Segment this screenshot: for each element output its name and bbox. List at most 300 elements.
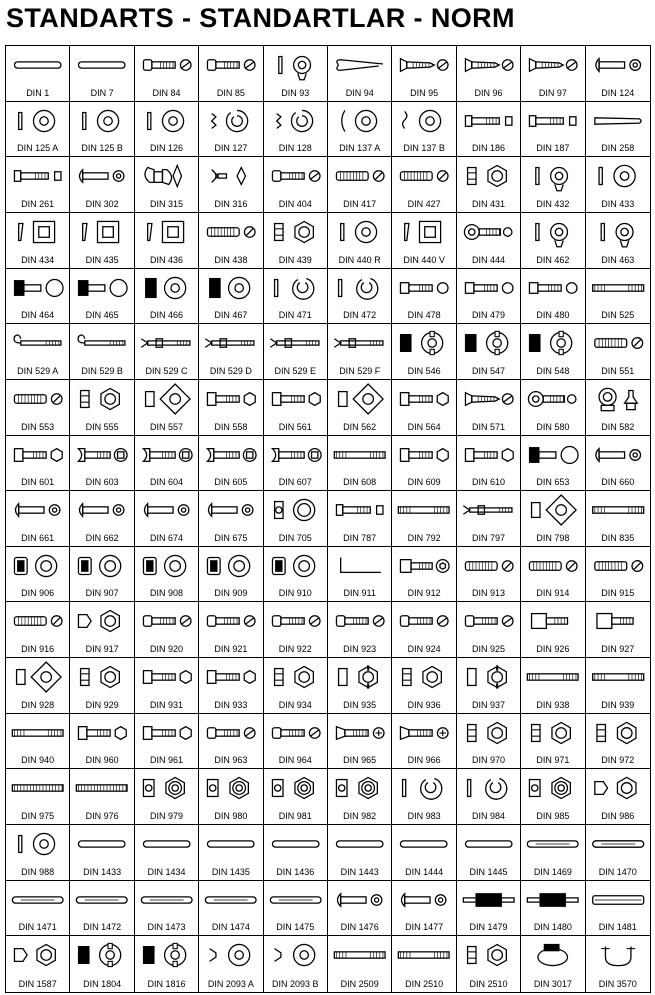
- knurled-screw-icon: [6, 271, 69, 305]
- standard-cell: [392, 436, 456, 492]
- turnbuckle-icon: [457, 883, 520, 917]
- square-washer-icon: [70, 215, 133, 249]
- standard-label: DIN 2510: [469, 979, 508, 989]
- standard-cell: [521, 491, 585, 547]
- disc-spring-icon: [264, 938, 327, 972]
- standard-cell: [328, 714, 392, 770]
- standard-cell: [199, 269, 263, 325]
- standard-cell: [392, 547, 456, 603]
- standard-label: DIN 525: [601, 310, 635, 321]
- standard-cell: [70, 324, 134, 380]
- standard-cell: [457, 213, 521, 269]
- standard-cell: [264, 491, 328, 547]
- plug-icon: [70, 549, 133, 583]
- standard-cell: [70, 936, 134, 992]
- standard-label: DIN 976: [85, 811, 119, 822]
- standard-cell: [457, 547, 521, 603]
- standard-cell: [135, 157, 199, 213]
- cross-screw-icon: [328, 716, 391, 750]
- standard-label: DIN 124: [601, 87, 635, 98]
- standard-cell: [199, 658, 263, 714]
- slotted-screw-icon: [457, 604, 520, 638]
- standard-label: DIN 404: [278, 198, 312, 209]
- t-head-bolt-icon: [6, 159, 69, 193]
- slotted-screw-icon: [264, 604, 327, 638]
- standard-cell: [586, 46, 650, 102]
- standard-label: DIN 1804: [83, 979, 122, 989]
- standard-cell: [457, 602, 521, 658]
- standard-label: DIN 464: [21, 310, 55, 321]
- standard-cell: [457, 936, 521, 992]
- standard-cell: [392, 714, 456, 770]
- standard-label: DIN 7: [90, 87, 114, 98]
- standard-cell: [457, 881, 521, 937]
- set-screw-icon: [586, 549, 650, 583]
- washer-icon: [70, 104, 133, 138]
- standard-label: DIN 97: [538, 87, 567, 98]
- grooved-pin-icon: [6, 883, 69, 917]
- stud-icon: [521, 660, 584, 694]
- standard-cell: [135, 491, 199, 547]
- standard-cell: [521, 46, 585, 102]
- standard-label: DIN 546: [407, 365, 441, 376]
- anchor-bolt-icon: [264, 326, 327, 360]
- standard-cell: [392, 213, 456, 269]
- turnbuckle-icon: [521, 883, 584, 917]
- standard-label: DIN 604: [149, 477, 183, 488]
- standard-label: DIN 582: [601, 421, 635, 432]
- standard-label: DIN 940: [21, 755, 55, 766]
- standard-label: DIN 261: [21, 198, 55, 209]
- set-screw-icon: [6, 604, 69, 638]
- standard-cell: [392, 769, 456, 825]
- standard-label: DIN 911: [343, 588, 376, 599]
- wave-washer-icon: [392, 104, 455, 138]
- slotted-screw-icon: [199, 716, 262, 750]
- standard-cell: [199, 491, 263, 547]
- standard-cell: [264, 269, 328, 325]
- square-washer-icon: [392, 215, 455, 249]
- standard-label: DIN 660: [601, 477, 635, 488]
- square-nut-icon: [328, 382, 391, 416]
- standard-cell: [586, 714, 650, 770]
- standard-label: DIN 608: [343, 477, 377, 488]
- standard-cell: [264, 213, 328, 269]
- standard-label: DIN 970: [471, 755, 505, 766]
- standard-label: DIN 95: [410, 87, 439, 98]
- standard-cell: [264, 658, 328, 714]
- standard-label: DIN 465: [85, 310, 119, 321]
- slotted-round-nut-icon: [392, 326, 455, 360]
- curved-washer-icon: [328, 104, 391, 138]
- standard-cell: [328, 102, 392, 158]
- standard-label: DIN 96: [474, 87, 503, 98]
- standard-label: DIN 605: [214, 477, 248, 488]
- carriage-bolt-icon: [70, 438, 133, 472]
- set-screw-icon: [457, 549, 520, 583]
- standard-cell: [264, 714, 328, 770]
- standard-cell: [328, 436, 392, 492]
- standard-label: DIN 316: [214, 198, 248, 209]
- standard-label: DIN 571: [471, 421, 505, 432]
- standard-label: DIN 924: [407, 644, 441, 655]
- standard-label: DIN 433: [601, 198, 635, 209]
- knurled-screw-icon: [521, 438, 584, 472]
- standard-cell: [586, 936, 650, 992]
- slotted-screw-icon: [135, 604, 198, 638]
- standard-label: DIN 137 B: [403, 143, 445, 154]
- standard-label: DIN 186: [471, 143, 505, 154]
- cap-nut-icon: [6, 938, 69, 972]
- spring-pin-icon: [586, 883, 650, 917]
- standard-label: DIN 127: [214, 143, 248, 154]
- standard-label: DIN 983: [407, 811, 441, 822]
- standard-label: DIN 1433: [83, 866, 122, 877]
- standard-label: DIN 920: [149, 644, 183, 655]
- threaded-rod-icon: [6, 771, 69, 805]
- standard-cell: [328, 547, 392, 603]
- standard-label: DIN 1816: [147, 979, 186, 989]
- knurled-nut-icon: [135, 271, 198, 305]
- standard-cell: [521, 157, 585, 213]
- standard-cell: [135, 213, 199, 269]
- hex-bolt-icon: [70, 716, 133, 750]
- washer-icon: [328, 215, 391, 249]
- standard-cell: [586, 102, 650, 158]
- standard-cell: [521, 269, 585, 325]
- hex-bolt-icon: [135, 716, 198, 750]
- standard-cell: [521, 102, 585, 158]
- standard-label: DIN 934: [278, 699, 312, 710]
- hook-bolt-icon: [6, 326, 69, 360]
- set-screw-icon: [328, 159, 391, 193]
- castle-nut-icon: [457, 660, 520, 694]
- eye-bolt-icon: [521, 382, 584, 416]
- standard-cell: [586, 825, 650, 881]
- square-nut-icon: [521, 493, 584, 527]
- standard-cell: [264, 825, 328, 881]
- standard-cell: [70, 102, 134, 158]
- standard-label: DIN 979: [149, 811, 183, 822]
- hex-nut-icon: [70, 660, 133, 694]
- standard-label: DIN 462: [536, 254, 570, 265]
- hex-nut-icon: [457, 938, 520, 972]
- wing-screw-icon: [199, 159, 262, 193]
- standard-label: DIN 923: [343, 644, 377, 655]
- standard-cell: [328, 602, 392, 658]
- standard-label: DIN 561: [278, 421, 312, 432]
- knurled-nut-icon: [199, 271, 262, 305]
- slotted-screw-icon: [264, 716, 327, 750]
- standard-cell: [6, 269, 70, 325]
- standard-cell: [6, 380, 70, 436]
- standard-label: DIN 479: [471, 310, 505, 321]
- standard-cell: [521, 324, 585, 380]
- rivet-icon: [328, 883, 391, 917]
- standard-label: DIN 980: [214, 811, 248, 822]
- standard-label: DIN 529 D: [209, 365, 252, 376]
- standard-cell: [521, 825, 585, 881]
- slotted-round-nut-icon: [70, 938, 133, 972]
- standard-cell: [586, 881, 650, 937]
- standard-label: DIN 1443: [340, 866, 379, 877]
- standard-label: DIN 1587: [18, 979, 57, 989]
- wood-screw-icon: [392, 48, 455, 82]
- standard-label: DIN 2510: [405, 979, 444, 989]
- standard-cell: [6, 714, 70, 770]
- anchor-bolt-icon: [199, 326, 262, 360]
- square-head-bolt-icon: [392, 271, 455, 305]
- u-bolt-icon: [586, 938, 650, 972]
- standard-label: DIN 912: [407, 588, 441, 599]
- standard-label: DIN 444: [471, 254, 505, 265]
- standard-cell: [6, 658, 70, 714]
- standard-cell: [70, 825, 134, 881]
- cotter-pin-icon: [328, 48, 391, 82]
- standard-label: DIN 1477: [405, 922, 444, 933]
- rivet-icon: [199, 493, 262, 527]
- lock-nut-icon: [264, 771, 327, 805]
- standard-cell: [6, 769, 70, 825]
- washer-icon: [6, 104, 69, 138]
- grooved-pin-icon: [135, 883, 198, 917]
- standard-cell: [392, 881, 456, 937]
- standard-cell: [328, 213, 392, 269]
- standard-cell: [392, 825, 456, 881]
- standard-cell: [199, 157, 263, 213]
- thumb-screw-icon: [586, 604, 650, 638]
- standard-label: DIN 937: [471, 699, 505, 710]
- standard-cell: [264, 324, 328, 380]
- slotted-screw-icon: [328, 604, 391, 638]
- washer-icon: [135, 104, 198, 138]
- slotted-round-nut-icon: [135, 938, 198, 972]
- standard-cell: [328, 825, 392, 881]
- standard-label: DIN 467: [214, 310, 248, 321]
- standard-cell: [6, 436, 70, 492]
- standard-label: DIN 126: [149, 143, 183, 154]
- standard-cell: [392, 157, 456, 213]
- standard-label: DIN 439: [278, 254, 312, 265]
- standard-cell: [457, 491, 521, 547]
- pin-icon: [70, 48, 133, 82]
- standard-cell: [264, 936, 328, 992]
- standard-label: DIN 1476: [340, 922, 379, 933]
- hex-bolt-icon: [199, 660, 262, 694]
- standard-label: DIN 981: [278, 811, 312, 822]
- hex-key-icon: [328, 549, 391, 583]
- standard-cell: [135, 102, 199, 158]
- standard-cell: [328, 269, 392, 325]
- standard-cell: [135, 658, 199, 714]
- standard-cell: [328, 46, 392, 102]
- cap-nut-icon: [586, 771, 650, 805]
- standard-cell: [199, 825, 263, 881]
- standard-cell: [328, 324, 392, 380]
- standard-label: DIN 988: [21, 866, 55, 877]
- standard-label: DIN 432: [536, 198, 570, 209]
- standard-cell: [70, 157, 134, 213]
- standard-label: DIN 1473: [147, 922, 186, 933]
- hex-nut-icon: [264, 660, 327, 694]
- standard-cell: [392, 102, 456, 158]
- standard-label: DIN 529 E: [274, 365, 317, 376]
- pin-icon: [6, 48, 69, 82]
- grooved-pin-icon: [264, 883, 327, 917]
- standard-cell: [70, 714, 134, 770]
- standard-cell: [521, 436, 585, 492]
- grooved-pin-icon: [521, 827, 584, 861]
- standard-label: DIN 609: [407, 477, 441, 488]
- spring-washer-icon: [199, 104, 262, 138]
- slotted-round-nut-icon: [521, 326, 584, 360]
- standard-label: DIN 929: [85, 699, 119, 710]
- tab-washer-icon: [521, 215, 584, 249]
- standard-cell: [264, 157, 328, 213]
- standard-cell: [521, 380, 585, 436]
- standard-label: DIN 564: [407, 421, 441, 432]
- stud-icon: [392, 938, 455, 972]
- standard-cell: [264, 602, 328, 658]
- hose-clamp-icon: [521, 938, 584, 972]
- standard-cell: [135, 547, 199, 603]
- lock-nut-icon: [199, 771, 262, 805]
- standard-cell: [328, 881, 392, 937]
- plug-icon: [135, 549, 198, 583]
- standard-cell: [135, 602, 199, 658]
- standard-label: DIN 440 V: [403, 254, 445, 265]
- standard-label: DIN 438: [214, 254, 248, 265]
- hex-bolt-icon: [199, 382, 262, 416]
- stud-icon: [392, 493, 455, 527]
- hex-nut-icon: [586, 716, 650, 750]
- standard-cell: [199, 324, 263, 380]
- standard-label: DIN 529 B: [81, 365, 123, 376]
- circlip-icon: [328, 271, 391, 305]
- standard-label: DIN 1480: [533, 922, 572, 933]
- standard-cell: [457, 269, 521, 325]
- standard-label: DIN 972: [601, 755, 635, 766]
- standard-cell: [6, 491, 70, 547]
- tab-washer-icon: [586, 215, 650, 249]
- rivet-icon: [586, 438, 650, 472]
- standard-label: DIN 93: [281, 87, 310, 98]
- t-head-bolt-icon: [457, 104, 520, 138]
- standard-label: DIN 258: [601, 143, 635, 154]
- standard-cell: [135, 769, 199, 825]
- standard-label: DIN 547: [471, 365, 505, 376]
- slotted-round-nut-icon: [457, 326, 520, 360]
- standard-cell: [392, 602, 456, 658]
- stud-icon: [328, 438, 391, 472]
- pin-icon: [70, 827, 133, 861]
- standard-label: DIN 601: [21, 477, 55, 488]
- carriage-bolt-icon: [135, 438, 198, 472]
- standard-label: DIN 84: [152, 87, 181, 98]
- standard-label: DIN 933: [214, 699, 248, 710]
- square-washer-icon: [6, 215, 69, 249]
- wood-screw-icon: [457, 48, 520, 82]
- standard-cell: [457, 436, 521, 492]
- standard-cell: [6, 46, 70, 102]
- standard-cell: [457, 157, 521, 213]
- standard-cell: [70, 547, 134, 603]
- standard-cell: [135, 714, 199, 770]
- standard-label: DIN 417: [343, 198, 377, 209]
- standard-label: DIN 137 A: [339, 143, 381, 154]
- standard-cell: [521, 769, 585, 825]
- standard-cell: [586, 547, 650, 603]
- square-nut-icon: [135, 382, 198, 416]
- standard-cell: [199, 547, 263, 603]
- standard-label: DIN 787: [343, 532, 377, 543]
- standard-label: DIN 705: [278, 532, 312, 543]
- pin-icon: [264, 827, 327, 861]
- carriage-bolt-icon: [264, 438, 327, 472]
- standard-label: DIN 436: [149, 254, 183, 265]
- standard-label: DIN 907: [85, 588, 119, 599]
- rivet-icon: [392, 883, 455, 917]
- standard-cell: [6, 547, 70, 603]
- pin-icon: [328, 827, 391, 861]
- thumb-screw-icon: [521, 604, 584, 638]
- standard-label: DIN 939: [601, 699, 635, 710]
- standard-label: DIN 529 A: [17, 365, 59, 376]
- anchor-bolt-icon: [135, 326, 198, 360]
- standard-label: DIN 1474: [211, 922, 250, 933]
- standard-label: DIN 913: [471, 588, 505, 599]
- standard-label: DIN 529 C: [145, 365, 188, 376]
- slotted-screw-icon: [199, 48, 262, 82]
- anchor-bolt-icon: [328, 326, 391, 360]
- standard-cell: [457, 658, 521, 714]
- standard-cell: [392, 380, 456, 436]
- hex-bolt-icon: [457, 438, 520, 472]
- standard-cell: [457, 46, 521, 102]
- standard-label: DIN 315: [149, 198, 183, 209]
- standard-label: DIN 960: [85, 755, 119, 766]
- set-screw-icon: [521, 549, 584, 583]
- knurled-screw-icon: [70, 271, 133, 305]
- standard-cell: [521, 658, 585, 714]
- wood-screw-icon: [521, 48, 584, 82]
- standard-label: DIN 928: [21, 699, 55, 710]
- set-screw-icon: [199, 215, 262, 249]
- standard-label: DIN 478: [407, 310, 441, 321]
- standard-cell: [264, 547, 328, 603]
- standard-label: DIN 94: [345, 87, 374, 98]
- standard-label: DIN 935: [343, 699, 377, 710]
- hex-bolt-icon: [6, 438, 69, 472]
- standard-label: DIN 792: [407, 532, 441, 543]
- wing-nut-icon: [135, 159, 198, 193]
- standard-cell: [6, 102, 70, 158]
- standard-cell: [70, 46, 134, 102]
- standard-label: DIN 926: [536, 644, 570, 655]
- standard-label: DIN 916: [21, 644, 55, 655]
- standard-cell: [264, 380, 328, 436]
- standard-cell: [264, 46, 328, 102]
- standard-cell: [392, 46, 456, 102]
- hex-nut-icon: [264, 215, 327, 249]
- standard-label: DIN 85: [216, 87, 245, 98]
- standard-cell: [586, 658, 650, 714]
- hook-bolt-icon: [70, 326, 133, 360]
- rivet-icon: [70, 493, 133, 527]
- standard-label: DIN 529 F: [339, 365, 381, 376]
- standard-cell: [6, 936, 70, 992]
- hex-bolt-icon: [264, 382, 327, 416]
